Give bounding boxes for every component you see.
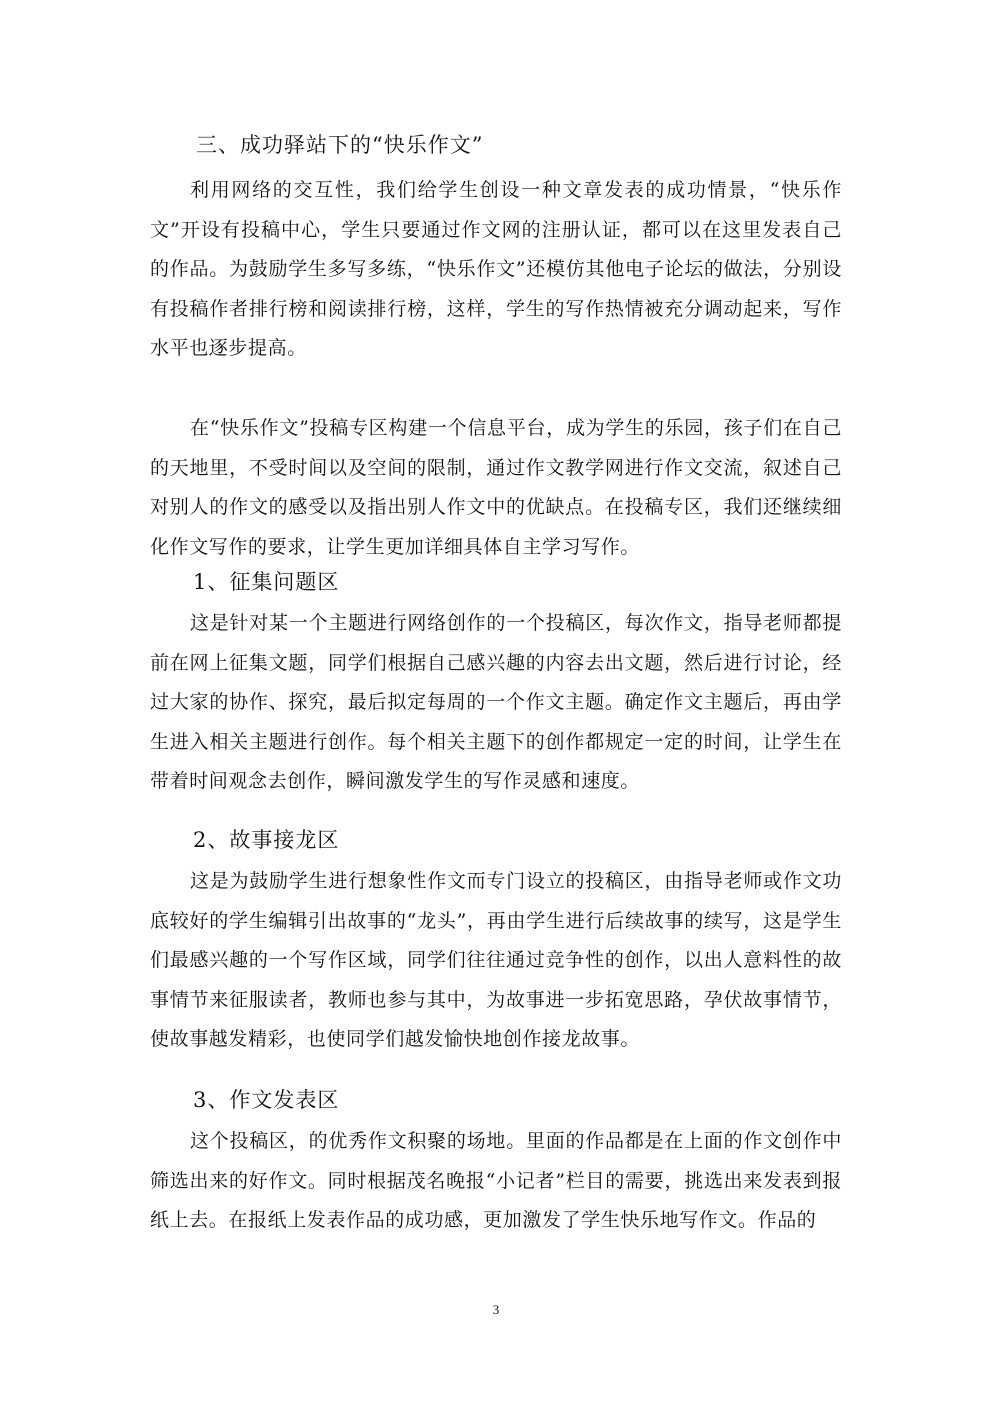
paragraph-platform: 在“快乐作文”投稿专区构建一个信息平台，成为学生的乐园，孩子们在自己的天地里，不受时间以及空间的限制，通过作文教学网进行作文交流，叙述自己对别人的作文的感受以及指出别人作文中的优缺点。在投稿专区，我们还继续细化作文写作的要求，让学生更加详细具体自主学习写作。 (150, 417, 842, 558)
section-heading: 三、成功驿站下的“快乐作文” (196, 133, 484, 157)
subheading-story-relay: 2、故事接龙区 (193, 828, 340, 852)
page-number: 3 (492, 1302, 500, 1317)
paragraph-story-relay: 这是为鼓励学生进行想象性作文而专门设立的投稿区，由指导老师或作文功底较好的学生编辑引出故事的“龙头”，再由学生进行后续故事的续写，这是学生们最感兴趣的一个写作区域，同学们往往通过竞争性的创作，以出人意料性的故事情节来征服读者，教师也参与其中，为故事进一步拓宽思路，孕伏故事情节，使故事越发精彩，也使同学们越发愉快地创作接龙故事。 (150, 870, 842, 1050)
subheading-publish-area: 3、作文发表区 (193, 1088, 340, 1112)
subheading-question-area: 1、征集问题区 (193, 570, 340, 594)
paragraph-intro: 利用网络的交互性，我们给学生创设一种文章发表的成功情景，“快乐作文”开设有投稿中心，学生只要通过作文网的注册认证，都可以在这里发表自己的作品。为鼓励学生多写多练，“快乐作文”还模仿其他电子论坛的做法，分别设有投稿作者排行榜和阅读排行榜，这样，学生的写作热情被充分调动起来，写作水平也逐步提高。 (150, 179, 842, 359)
paragraph-publish-area: 这个投稿区，的优秀作文积聚的场地。里面的作品都是在上面的作文创作中筛选出来的好作文。同时根据茂名晚报“小记者”栏目的需要，挑选出来发表到报纸上去。在报纸上发表作品的成功感，更加激发了学生快乐地写作文。作品的 (150, 1130, 842, 1231)
paragraph-question-area: 这是针对某一个主题进行网络创作的一个投稿区，每次作文，指导老师都提前在网上征集文题，同学们根据自己感兴趣的内容去出文题，然后进行讨论，经过大家的协作、探究，最后拟定每周的一个作文主题。确定作文主题后，再由学生进入相关主题进行创作。每个相关主题下的创作都规定一定的时间，让学生在带着时间观念去创作，瞬间激发学生的写作灵感和速度。 (150, 612, 842, 792)
